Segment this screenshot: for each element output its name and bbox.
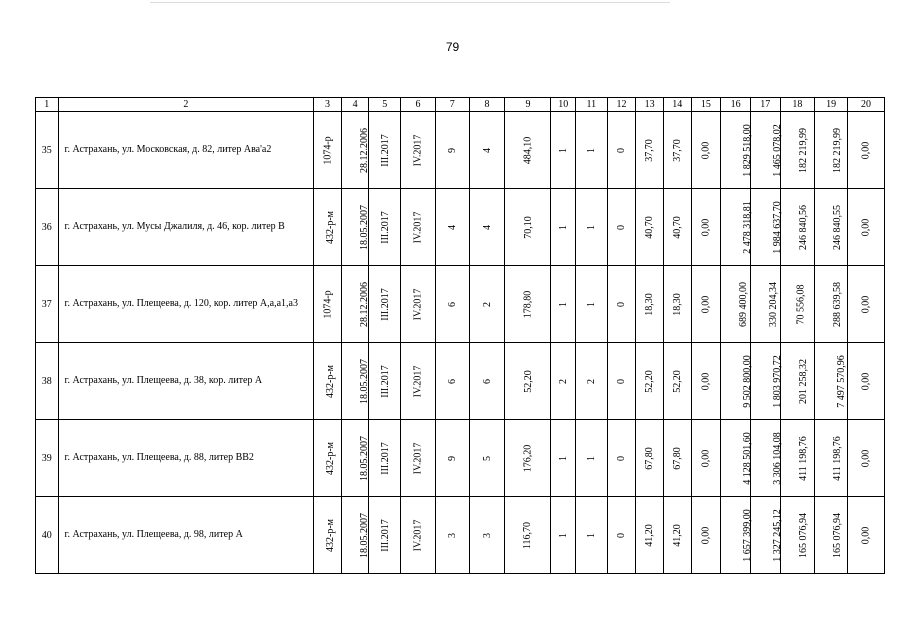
value-cell-col-9	[505, 112, 551, 189]
cell-value: 67,80	[644, 446, 656, 470]
cell-value: 0,00	[860, 218, 872, 236]
value-cell-col-4	[341, 420, 369, 497]
value-cell-col-15	[691, 112, 721, 189]
cell-value: 0,00	[700, 295, 712, 313]
value-cell-col-19	[815, 266, 848, 343]
cell-value: IV.2017	[412, 519, 424, 551]
address-cell: г. Астрахань, ул. Плещеева, д. 120, кор. литер А,а,а1,а3	[58, 266, 314, 343]
value-cell-col-11	[576, 189, 608, 266]
value-cell-col-19	[815, 420, 848, 497]
cell-value: 165 076,94	[832, 512, 844, 558]
cell-value: 2	[585, 378, 597, 384]
cell-value: 18.05.2007	[358, 512, 370, 558]
column-number-row	[36, 98, 885, 112]
cell-value: 7 497 570,96	[836, 354, 848, 408]
value-cell-col-10	[551, 266, 576, 343]
value-cell-col-11	[576, 420, 608, 497]
cell-value: 432-р-м	[325, 364, 337, 398]
cell-value: IV.2017	[412, 134, 424, 166]
cell-value: 689 400,00	[738, 281, 750, 327]
cell-value: III.2017	[380, 287, 392, 321]
value-cell-col-12	[607, 420, 636, 497]
cell-value: 1 465 078,02	[771, 123, 783, 177]
cell-value: 3	[481, 532, 493, 538]
cell-value: 52,20	[522, 369, 534, 393]
value-cell-col-14	[663, 112, 691, 189]
value-cell-col-6	[401, 343, 436, 420]
cell-value: 18,30	[671, 292, 683, 316]
column-number: 1	[36, 98, 59, 112]
value-cell-col-11	[576, 112, 608, 189]
cell-value: 0	[616, 224, 628, 230]
cell-value: 330 204,34	[767, 281, 779, 327]
value-cell-col-8	[469, 343, 505, 420]
column-number: 12	[607, 98, 636, 112]
value-cell-col-10	[551, 497, 576, 574]
cell-value: 1	[557, 301, 569, 307]
column-number: 13	[636, 98, 664, 112]
value-cell-col-8	[469, 266, 505, 343]
value-cell-col-8	[469, 112, 505, 189]
value-cell-col-8	[469, 189, 505, 266]
cell-value: 0	[616, 532, 628, 538]
cell-value: 37,70	[644, 138, 656, 162]
value-cell-col-6	[401, 189, 436, 266]
cell-value: 4 128 501,60	[741, 431, 753, 485]
cell-value: 1	[557, 224, 569, 230]
value-cell-col-13	[636, 420, 664, 497]
value-cell-col-14	[663, 497, 691, 574]
cell-value: 246 840,56	[797, 204, 809, 250]
value-cell-col-5	[369, 112, 401, 189]
value-cell-col-15	[691, 497, 721, 574]
cell-value: 41,20	[644, 523, 656, 547]
cell-value: 67,80	[671, 446, 683, 470]
cell-value: 182 219,99	[832, 127, 844, 173]
column-number: 7	[435, 98, 469, 112]
cell-value: 411 198,76	[797, 435, 809, 481]
value-cell-col-15	[691, 266, 721, 343]
value-cell-col-12	[607, 266, 636, 343]
value-cell-col-12	[607, 189, 636, 266]
value-cell-col-19	[815, 497, 848, 574]
cell-value: 0,00	[860, 141, 872, 159]
cell-value: 3	[446, 532, 458, 538]
value-cell-col-4	[341, 266, 369, 343]
value-cell-col-15	[691, 420, 721, 497]
cell-value: 28.12.2006	[358, 127, 370, 173]
cell-value: 1074-р	[322, 135, 334, 165]
value-cell-col-5	[369, 189, 401, 266]
value-cell-col-6	[401, 112, 436, 189]
cell-value: 4	[481, 147, 493, 153]
value-cell-col-16	[721, 266, 751, 343]
column-number: 20	[848, 98, 885, 112]
cell-value: 1 327 245,12	[771, 508, 783, 562]
cell-value: 6	[446, 378, 458, 384]
value-cell-col-17	[750, 189, 783, 266]
cell-value: 1	[557, 532, 569, 538]
cell-value: III.2017	[380, 518, 392, 552]
cell-value: 1	[585, 532, 597, 538]
cell-value: 288 639,58	[832, 281, 844, 327]
table-row	[36, 420, 885, 497]
cell-value: 1	[557, 455, 569, 461]
value-cell-col-12	[607, 497, 636, 574]
value-cell-col-8	[469, 497, 505, 574]
value-cell-col-14	[663, 343, 691, 420]
value-cell-col-4	[341, 189, 369, 266]
column-number: 10	[551, 98, 576, 112]
cell-value: 0	[616, 455, 628, 461]
column-number: 14	[663, 98, 691, 112]
value-cell-col-10	[551, 420, 576, 497]
cell-value: 1074-р	[322, 289, 334, 319]
column-number: 16	[721, 98, 751, 112]
cell-value: 6	[481, 378, 493, 384]
cell-value: 1 657 399,00	[741, 508, 753, 562]
cell-value: IV.2017	[412, 288, 424, 320]
value-cell-col-7	[435, 420, 469, 497]
column-number: 3	[314, 98, 342, 112]
value-cell-col-18	[780, 497, 815, 574]
value-cell-col-3	[314, 497, 342, 574]
value-cell-col-9	[505, 343, 551, 420]
cell-value: III.2017	[380, 441, 392, 475]
value-cell-col-9	[505, 266, 551, 343]
value-cell-col-13	[636, 266, 664, 343]
value-cell-col-4	[341, 497, 369, 574]
value-cell-col-20	[848, 497, 885, 574]
row-number-cell: 38	[36, 343, 59, 420]
cell-value: 432-р-м	[325, 441, 337, 475]
cell-value: 432-р-м	[325, 210, 337, 244]
cell-value: 176,20	[522, 444, 534, 472]
cell-value: IV.2017	[412, 211, 424, 243]
address-cell: г. Астрахань, ул. Плещеева, д. 38, кор. литер А	[58, 343, 314, 420]
cell-value: 18.05.2007	[358, 358, 370, 404]
cell-value: 178,80	[522, 290, 534, 318]
cell-value: 1 984 637,70	[771, 200, 783, 254]
value-cell-col-18	[780, 266, 815, 343]
address-cell: г. Астрахань, ул. Плещеева, д. 98, литер А	[58, 497, 314, 574]
value-cell-col-18	[780, 420, 815, 497]
cell-value: 201 258,32	[797, 358, 809, 404]
cell-value: 2 478 318,81	[741, 200, 753, 254]
cell-value: 40,70	[671, 215, 683, 239]
value-cell-col-10	[551, 189, 576, 266]
value-cell-col-9	[505, 189, 551, 266]
value-cell-col-7	[435, 343, 469, 420]
value-cell-col-7	[435, 266, 469, 343]
cell-value: 3 306 104,08	[771, 431, 783, 485]
cell-value: 1	[557, 147, 569, 153]
value-cell-col-15	[691, 343, 721, 420]
value-cell-col-13	[636, 189, 664, 266]
cell-value: III.2017	[380, 210, 392, 244]
value-cell-col-8	[469, 420, 505, 497]
value-cell-col-12	[607, 343, 636, 420]
column-number: 6	[401, 98, 436, 112]
value-cell-col-5	[369, 497, 401, 574]
value-cell-col-7	[435, 112, 469, 189]
column-number: 4	[341, 98, 369, 112]
cell-value: 0,00	[700, 218, 712, 236]
cell-value: 9	[446, 147, 458, 153]
value-cell-col-18	[780, 343, 815, 420]
cell-value: 70 556,08	[795, 284, 807, 324]
cell-value: 1 829 518,00	[741, 123, 753, 177]
value-cell-col-7	[435, 189, 469, 266]
value-cell-col-9	[505, 420, 551, 497]
cell-value: 0,00	[700, 372, 712, 390]
cell-value: 4	[446, 224, 458, 230]
value-cell-col-14	[663, 189, 691, 266]
column-number: 5	[369, 98, 401, 112]
cell-value: 2	[557, 378, 569, 384]
cell-value: 246 840,55	[832, 204, 844, 250]
value-cell-col-9	[505, 497, 551, 574]
table-row	[36, 112, 885, 189]
value-cell-col-5	[369, 266, 401, 343]
cell-value: 1	[585, 224, 597, 230]
value-cell-col-16	[721, 497, 751, 574]
value-cell-col-3	[314, 343, 342, 420]
value-cell-col-16	[721, 189, 751, 266]
cell-value: 9	[446, 455, 458, 461]
address-cell: г. Астрахань, ул. Плещеева, д. 88, литер ВВ2	[58, 420, 314, 497]
value-cell-col-6	[401, 266, 436, 343]
cell-value: 0,00	[860, 372, 872, 390]
column-number: 8	[469, 98, 505, 112]
row-number-cell: 36	[36, 189, 59, 266]
cell-value: 4	[481, 224, 493, 230]
table-row	[36, 189, 885, 266]
cell-value: 0	[616, 147, 628, 153]
table-row	[36, 266, 885, 343]
cell-value: 484,10	[522, 136, 534, 164]
value-cell-col-16	[721, 343, 751, 420]
cell-value: III.2017	[380, 133, 392, 167]
table-row	[36, 343, 885, 420]
value-cell-col-19	[815, 189, 848, 266]
value-cell-col-17	[750, 266, 780, 343]
value-cell-col-5	[369, 343, 401, 420]
cell-value: 182 219,99	[797, 127, 809, 173]
address-cell: г. Астрахань, ул. Московская, д. 82, литер Ава'а2	[58, 112, 314, 189]
value-cell-col-10	[551, 112, 576, 189]
value-cell-col-3	[314, 189, 342, 266]
register-table	[35, 97, 885, 574]
address-cell: г. Астрахань, ул. Мусы Джалиля, д. 46, кор. литер В	[58, 189, 314, 266]
value-cell-col-19	[815, 343, 848, 420]
cell-value: 37,70	[671, 138, 683, 162]
value-cell-col-6	[401, 420, 436, 497]
scan-artifact	[150, 2, 670, 9]
page-number: 79	[445, 40, 460, 54]
value-cell-col-14	[663, 420, 691, 497]
cell-value: IV.2017	[412, 442, 424, 474]
value-cell-col-7	[435, 497, 469, 574]
cell-value: 432-р-м	[325, 518, 337, 552]
value-cell-col-4	[341, 343, 369, 420]
cell-value: 18.05.2007	[358, 204, 370, 250]
value-cell-col-17	[750, 343, 783, 420]
value-cell-col-13	[636, 112, 664, 189]
value-cell-col-20	[848, 343, 885, 420]
value-cell-col-16	[721, 420, 751, 497]
value-cell-col-20	[848, 266, 885, 343]
row-number-cell: 37	[36, 266, 59, 343]
column-number: 15	[691, 98, 721, 112]
column-number: 19	[815, 98, 848, 112]
cell-value: 116,70	[522, 521, 534, 549]
row-number-cell: 39	[36, 420, 59, 497]
row-number-cell: 40	[36, 497, 59, 574]
value-cell-col-14	[663, 266, 691, 343]
value-cell-col-16	[721, 112, 751, 189]
value-cell-col-15	[691, 189, 721, 266]
cell-value: IV.2017	[412, 365, 424, 397]
cell-value: 1	[585, 147, 597, 153]
cell-value: 1	[585, 301, 597, 307]
value-cell-col-5	[369, 420, 401, 497]
cell-value: 6	[446, 301, 458, 307]
cell-value: 52,20	[644, 369, 656, 393]
cell-value: 0	[616, 301, 628, 307]
cell-value: 40,70	[644, 215, 656, 239]
value-cell-col-4	[341, 112, 369, 189]
value-cell-col-18	[780, 189, 815, 266]
value-cell-col-13	[636, 497, 664, 574]
value-cell-col-20	[848, 189, 885, 266]
cell-value: 5	[481, 455, 493, 461]
cell-value: 0,00	[700, 449, 712, 467]
column-number: 11	[576, 98, 608, 112]
table-row	[36, 497, 885, 574]
value-cell-col-20	[848, 420, 885, 497]
value-cell-col-10	[551, 343, 576, 420]
value-cell-col-17	[750, 420, 783, 497]
value-cell-col-18	[780, 112, 815, 189]
value-cell-col-13	[636, 343, 664, 420]
value-cell-col-11	[576, 497, 608, 574]
cell-value: 0,00	[700, 526, 712, 544]
value-cell-col-17	[750, 112, 783, 189]
value-cell-col-11	[576, 343, 608, 420]
value-cell-col-19	[815, 112, 848, 189]
cell-value: 28.12.2006	[358, 281, 370, 327]
cell-value: 1 803 970,72	[771, 354, 783, 408]
cell-value: III.2017	[380, 364, 392, 398]
cell-value: 18,30	[644, 292, 656, 316]
column-number: 17	[750, 98, 780, 112]
cell-value: 18.05.2007	[358, 435, 370, 481]
cell-value: 2	[481, 301, 493, 307]
value-cell-col-3	[314, 420, 342, 497]
cell-value: 411 198,76	[832, 435, 844, 481]
column-number: 18	[780, 98, 815, 112]
cell-value: 0,00	[860, 526, 872, 544]
cell-value: 70,10	[522, 215, 534, 239]
value-cell-col-11	[576, 266, 608, 343]
cell-value: 0,00	[860, 449, 872, 467]
cell-value: 1	[585, 455, 597, 461]
cell-value: 165 076,94	[797, 512, 809, 558]
cell-value: 0,00	[860, 295, 872, 313]
cell-value: 41,20	[671, 523, 683, 547]
value-cell-col-17	[750, 497, 783, 574]
value-cell-col-3	[314, 266, 342, 343]
value-cell-col-3	[314, 112, 342, 189]
row-number-cell: 35	[36, 112, 59, 189]
cell-value: 0,00	[700, 141, 712, 159]
cell-value: 52,20	[671, 369, 683, 393]
cell-value: 0	[616, 378, 628, 384]
value-cell-col-20	[848, 112, 885, 189]
cell-value: 9 502 800,00	[741, 354, 753, 408]
value-cell-col-6	[401, 497, 436, 574]
column-number: 9	[505, 98, 551, 112]
value-cell-col-12	[607, 112, 636, 189]
column-number: 2	[58, 98, 314, 112]
